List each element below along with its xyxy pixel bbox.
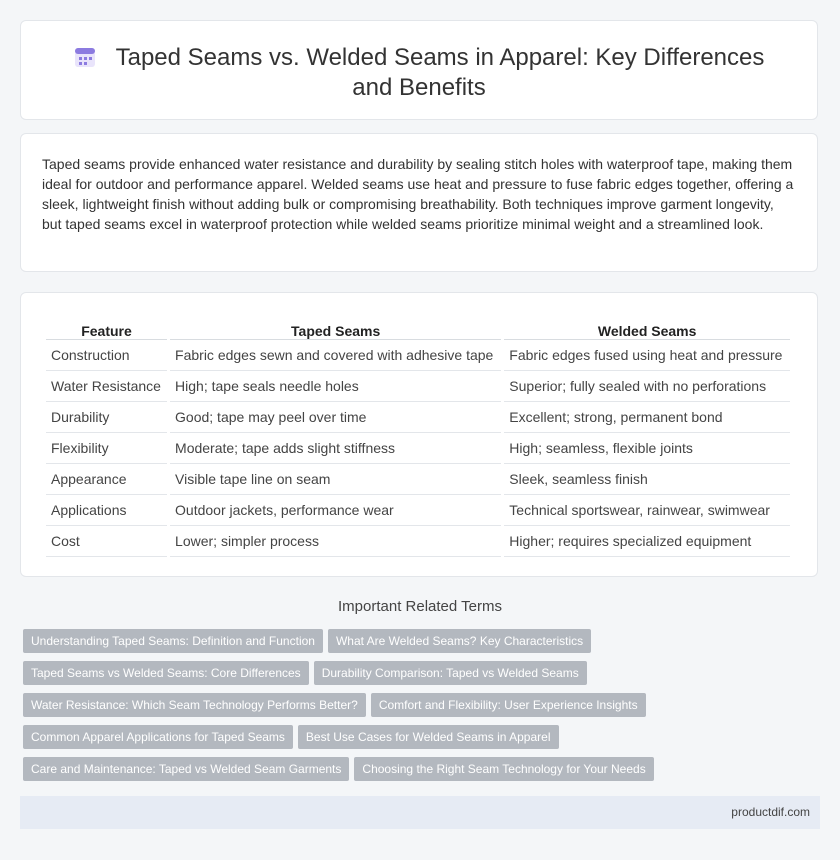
cell-welded: High; seamless, flexible joints xyxy=(504,433,790,464)
intro-paragraph: Taped seams provide enhanced water resistance and durability by sealing stitch holes with waterproof tape, making them ideal for outdoor and performance apparel. Welded seams use heat and pressure to fuse fabric edges together, offering a sleek, lightweight finish without adding bulk or compromising breathability. Both techniques improve garment longevity, but taped seams excel in waterproof protection while welded seams prioritize minimal weight and a streamlined look. xyxy=(42,156,794,232)
related-term-tag[interactable]: Choosing the Right Seam Technology for Your Needs xyxy=(354,757,653,781)
footer-site[interactable]: productdif.com xyxy=(731,805,810,819)
page-title-text: Taped Seams vs. Welded Seams in Apparel: Key Differences and Benefits xyxy=(115,44,765,101)
cell-taped: High; tape seals needle holes xyxy=(170,371,501,402)
related-term-tag[interactable]: Best Use Cases for Welded Seams in Apparel xyxy=(298,725,559,749)
header-feature: Feature xyxy=(46,315,167,340)
cell-feature: Water Resistance xyxy=(46,371,167,402)
related-term-tag[interactable]: Taped Seams vs Welded Seams: Core Differences xyxy=(23,661,309,685)
table-row xyxy=(46,526,790,557)
cell-feature: Durability xyxy=(46,402,167,433)
cell-feature: Construction xyxy=(46,340,167,371)
tag-row xyxy=(23,693,813,725)
related-term-tag[interactable]: Understanding Taped Seams: Definition and Function xyxy=(23,629,323,653)
tag-row xyxy=(23,661,813,693)
table-row xyxy=(46,464,790,495)
header-card xyxy=(20,20,818,120)
cell-taped: Visible tape line on seam xyxy=(170,464,501,495)
cell-feature: Appearance xyxy=(46,464,167,495)
cell-feature: Flexibility xyxy=(46,433,167,464)
cell-taped: Moderate; tape adds slight stiffness xyxy=(170,433,501,464)
related-term-tag[interactable]: Water Resistance: Which Seam Technology Performs Better? xyxy=(23,693,366,717)
page-title xyxy=(51,43,787,103)
cell-feature: Applications xyxy=(46,495,167,526)
header-welded-seams: Welded Seams xyxy=(504,315,790,340)
cell-taped: Outdoor jackets, performance wear xyxy=(170,495,501,526)
cell-welded: Technical sportswear, rainwear, swimwear xyxy=(504,495,790,526)
cell-taped: Good; tape may peel over time xyxy=(170,402,501,433)
related-term-tag[interactable]: Care and Maintenance: Taped vs Welded Seam Garments xyxy=(23,757,349,781)
footer xyxy=(20,796,820,829)
cell-welded: Excellent; strong, permanent bond xyxy=(504,402,790,433)
related-term-tag[interactable]: What Are Welded Seams? Key Characteristics xyxy=(328,629,591,653)
comparison-table xyxy=(43,315,793,557)
related-term-tag[interactable]: Durability Comparison: Taped vs Welded Seams xyxy=(314,661,587,685)
tag-row xyxy=(23,725,813,757)
table-row xyxy=(46,340,790,371)
cell-feature: Cost xyxy=(46,526,167,557)
related-term-tag[interactable]: Comfort and Flexibility: User Experience Insights xyxy=(371,693,646,717)
related-term-tag[interactable]: Common Apparel Applications for Taped Seams xyxy=(23,725,293,749)
table-row xyxy=(46,402,790,433)
cell-welded: Superior; fully sealed with no perforations xyxy=(504,371,790,402)
cell-taped: Lower; simpler process xyxy=(170,526,501,557)
cell-welded: Sleek, seamless finish xyxy=(504,464,790,495)
related-terms-tags xyxy=(23,629,813,789)
tag-row xyxy=(23,757,813,789)
table-header-row xyxy=(46,315,790,340)
table-row xyxy=(46,495,790,526)
table-body xyxy=(46,340,790,557)
related-terms-title: Important Related Terms xyxy=(338,598,502,615)
table-row xyxy=(46,371,790,402)
table-row xyxy=(46,433,790,464)
title-wrap xyxy=(21,43,817,103)
cell-welded: Fabric edges fused using heat and pressure xyxy=(504,340,790,371)
cell-welded: Higher; requires specialized equipment xyxy=(504,526,790,557)
comparison-table-card xyxy=(20,292,818,577)
cell-taped: Fabric edges sewn and covered with adhesive tape xyxy=(170,340,501,371)
calendar-grid-icon xyxy=(74,46,96,68)
intro-card xyxy=(20,133,818,272)
header-taped-seams: Taped Seams xyxy=(170,315,501,340)
tag-row xyxy=(23,629,813,661)
